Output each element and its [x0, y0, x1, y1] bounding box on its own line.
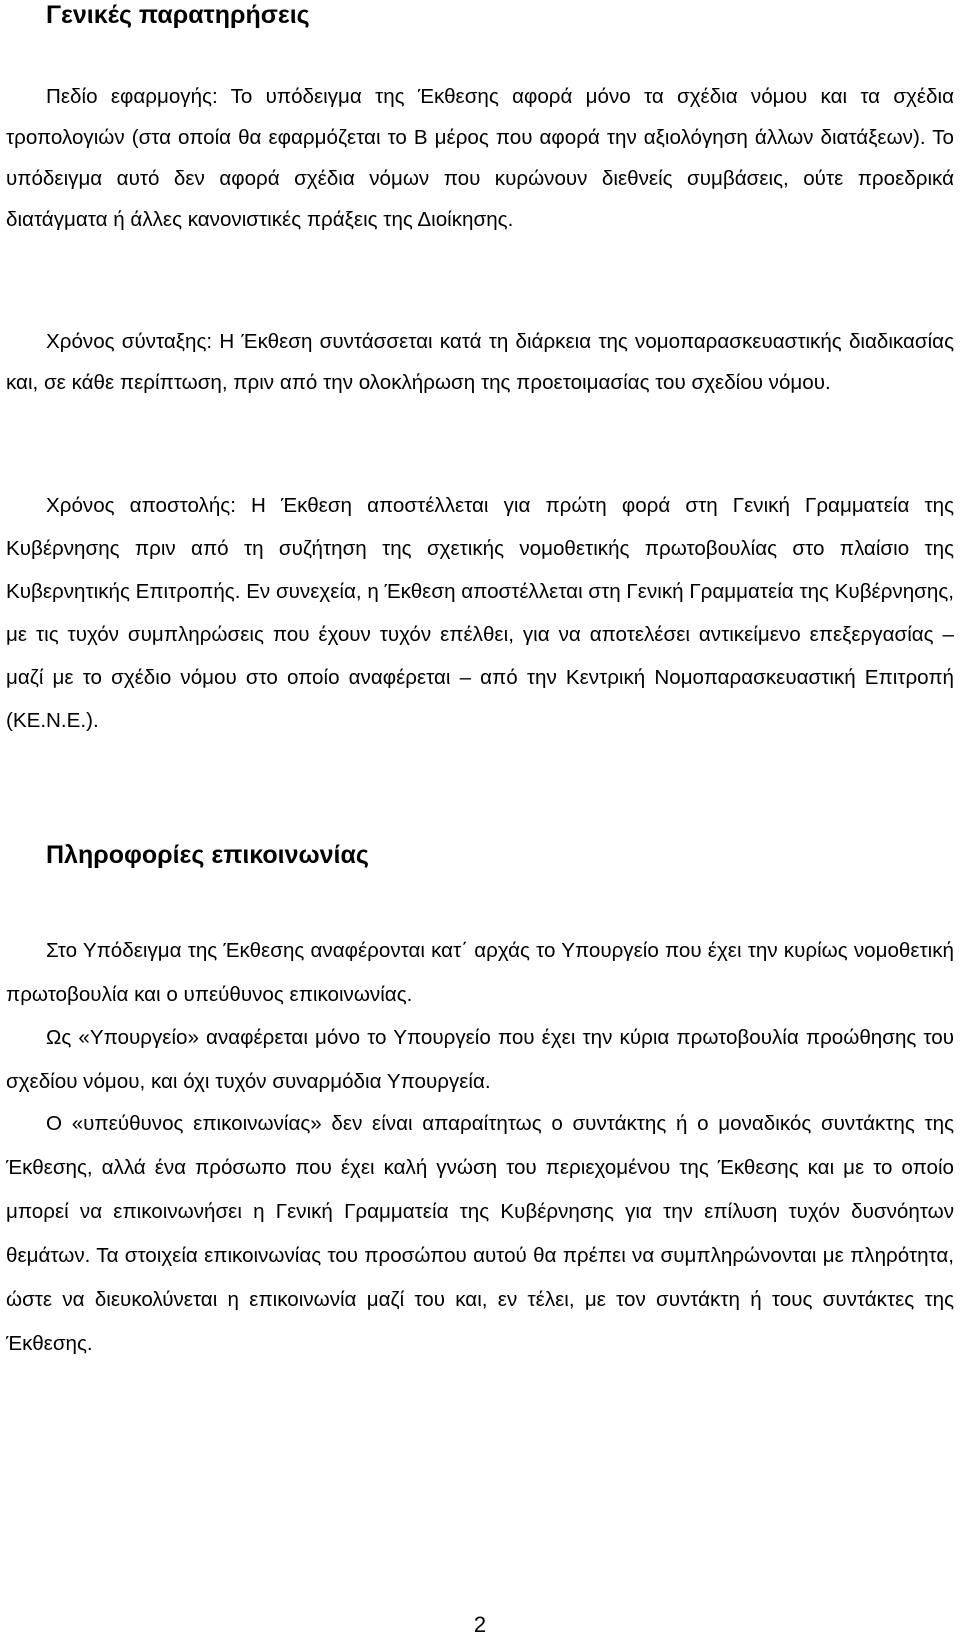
section-heading-general-remarks: Γενικές παρατηρήσεις	[46, 1, 310, 29]
page-number: 2	[473, 1612, 487, 1637]
paragraph-drafting-time: Χρόνος σύνταξης: Η Έκθεση συντάσσεται κατά τη διάρκεια της νομοπαρασκευαστικής διαδικασίας και, σε κάθε περίπτωση, πριν από την ολοκλήρωση της προετοιμασίας του σχεδίου νόμου.	[6, 330, 954, 394]
section-heading-contact-info: Πληροφορίες επικοινωνίας	[46, 841, 369, 869]
paragraph-contact-person: Ο «υπεύθυνος επικοινωνίας» δεν είναι απαραίτητως ο συντάκτης ή ο μοναδικός συντάκτης της Έκθεσης, αλλά ένα πρόσωπο που έχει καλή γνώση του περιεχομένου της Έκθεσης και με το οποίο μπορεί να επικοινωνήσει η Γενική Γραμματεία της Κυβέρνησης για την επίλυση τυχόν δυσνόητων θεμάτων. Τα στοιχεία επικοινωνίας του προσώπου αυτού θα πρέπει να συμπληρώνονται με πληρότητα, ώστε να διευκολύνεται η επικοινωνία μαζί του και, εν τέλει, με τον συντάκτη ή τους συντάκτες της Έκθεσης.	[6, 1112, 954, 1355]
paragraph-ministry: Ως «Υπουργείο» αναφέρεται μόνο το Υπουργείο που έχει την κύρια πρωτοβουλία προώθησης του σχεδίου νόμου, και όχι τυχόν συναρμόδια Υπουργεία.	[6, 1026, 954, 1093]
paragraph-sending-time: Χρόνος αποστολής: Η Έκθεση αποστέλλεται για πρώτη φορά στη Γενική Γραμματεία της Κυβέρνησης πριν από τη συζήτηση της σχετικής νομοθετικής πρωτοβουλίας στο πλαίσιο της Κυβερνητικής Επιτροπής. Εν συνεχεία, η Έκθεση αποστέλλεται στη Γενική Γραμματεία της Κυβέρνησης, με τις τυχόν συμπληρώσεις που έχουν τυχόν επέλθει, για να αποτελέσει αντικείμενο επεξεργασίας – μαζί με το σχέδιο νόμου στο οποίο αναφέρεται – από την Κεντρική Νομοπαρασκευαστική Επιτροπή (ΚΕ.Ν.Ε.).	[6, 494, 954, 732]
paragraph-scope: Πεδίο εφαρμογής: Το υπόδειγμα της Έκθεσης αφορά μόνο τα σχέδια νόμου και τα σχέδια τροπολογιών (στα οποία θα εφαρμόζεται το Β μέρος που αφορά την αξιολόγηση άλλων διατάξεων). Το υπόδειγμα αυτό δεν αφορά σχέδια νόμων που κυρώνουν διεθνείς συμβάσεις, ούτε προεδρικά διατάγματα ή άλλες κανονιστικές πράξεις της Διοίκησης.	[6, 85, 954, 231]
paragraph-contact-intro: Στο Υπόδειγμα της Έκθεσης αναφέρονται κατ΄ αρχάς το Υπουργείο που έχει την κυρίως νομοθετική πρωτοβουλία και ο υπεύθυνος επικοινωνίας.	[6, 939, 954, 1006]
